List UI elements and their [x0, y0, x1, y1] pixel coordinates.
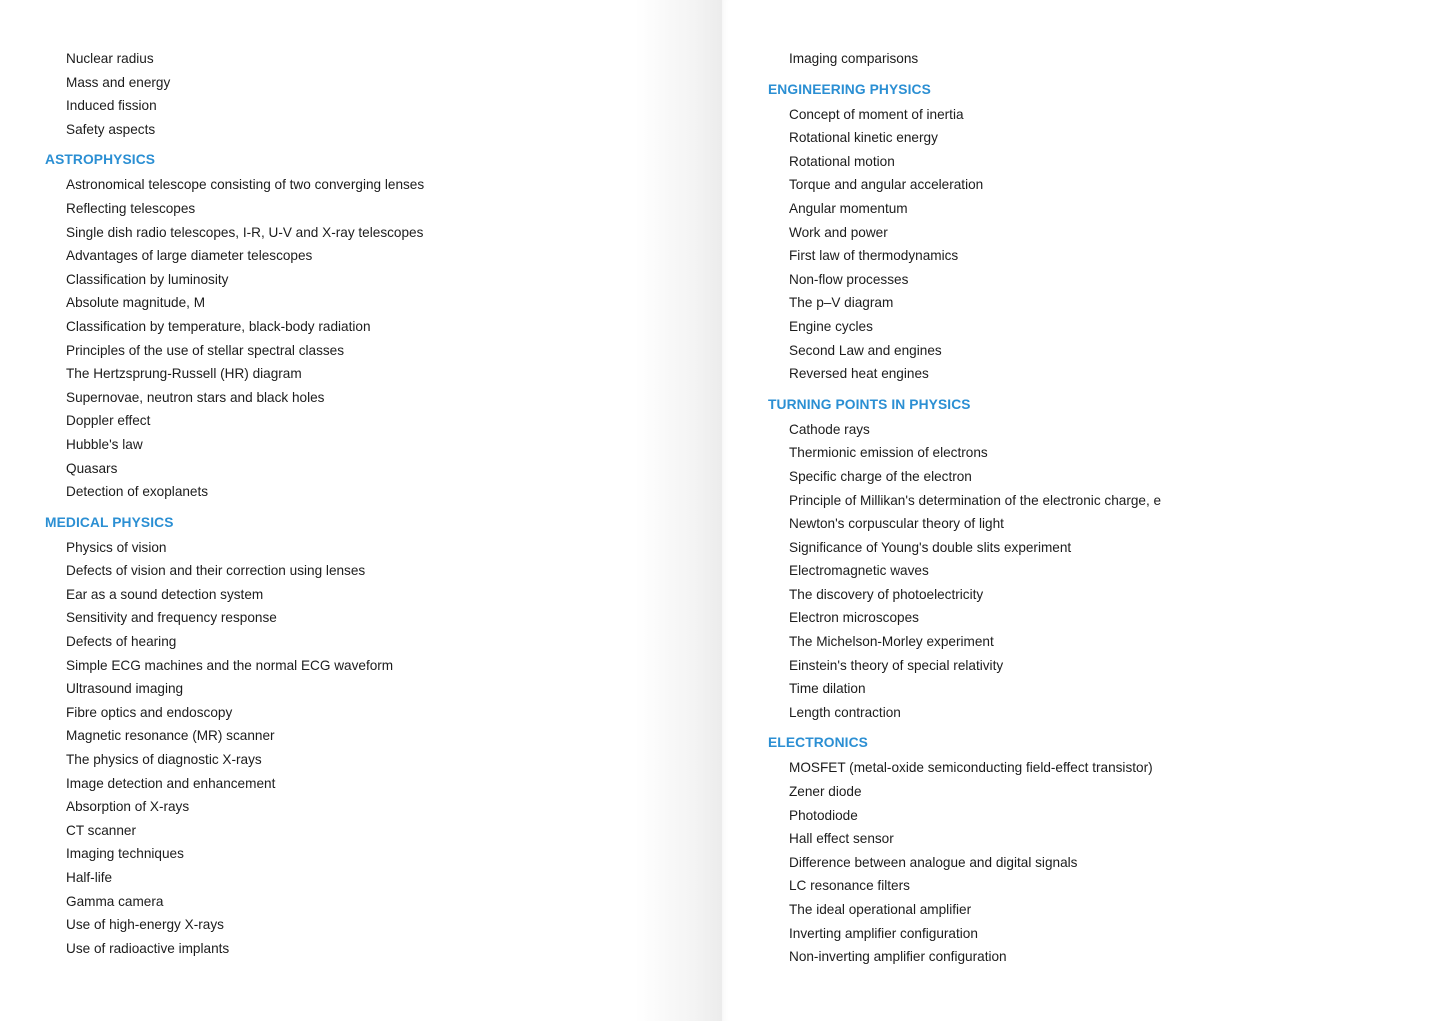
topic-item: Specific charge of the electron [789, 468, 972, 484]
topic-item: Newton's corpuscular theory of light [789, 516, 1004, 532]
topic-item: The Michelson-Morley experiment [789, 634, 994, 650]
topic-item: Gamma camera [66, 893, 164, 909]
topic-item: Safety aspects [66, 121, 156, 137]
intro-topic-list [768, 47, 1445, 71]
topic-item: Rotational kinetic energy [789, 130, 938, 146]
topic-item: Defects of hearing [66, 634, 177, 650]
topic-item: Doppler effect [66, 413, 151, 429]
topic-item: Image detection and enhancement [66, 775, 276, 791]
topic-item: Mass and energy [66, 74, 171, 90]
topic-item: Single dish radio telescopes, I-R, U-V and X-ray telescopes [66, 224, 424, 240]
topic-item: Classification by luminosity [66, 271, 229, 287]
topic-item: LC resonance filters [789, 878, 910, 894]
topic-item: Ultrasound imaging [66, 681, 184, 697]
topic-item: Hubble's law [66, 436, 143, 452]
topic-item: Non-flow processes [789, 271, 909, 287]
topic-item: Nuclear radius [66, 51, 154, 66]
topic-item: Cathode rays [789, 421, 870, 437]
topic-item: Length contraction [789, 704, 901, 720]
topic-item: Photodiode [789, 807, 858, 823]
topic-item: Imaging techniques [66, 846, 184, 862]
topic-item: Detection of exoplanets [66, 484, 209, 500]
topic-section [768, 724, 1445, 968]
topic-item: Concept of moment of inertia [789, 106, 964, 122]
topic-section [45, 141, 722, 503]
section-heading: ELECTRONICS [768, 735, 868, 751]
topic-item: Classification by temperature, black-body radiation [66, 318, 371, 334]
section-heading: MEDICAL PHYSICS [45, 514, 174, 530]
topic-item: Zener diode [789, 784, 862, 800]
topic-item: Electron microscopes [789, 610, 919, 626]
topic-item: Astronomical telescope consisting of two converging lenses [66, 177, 425, 193]
topic-item: Hall effect sensor [789, 831, 894, 847]
topic-item: Second Law and engines [789, 342, 942, 358]
topic-item: Induced fission [66, 98, 157, 114]
topic-item: Advantages of large diameter telescopes [66, 248, 313, 264]
topic-item: Absorption of X-rays [66, 799, 190, 815]
section-heading: TURNING POINTS IN PHYSICS [768, 396, 971, 412]
topic-item: Significance of Young's double slits experiment [789, 539, 1072, 555]
topic-list [768, 103, 1445, 386]
topic-item: Work and power [789, 224, 888, 240]
topic-item: Magnetic resonance (MR) scanner [66, 728, 275, 744]
topic-item: Reflecting telescopes [66, 200, 196, 216]
right-page [722, 0, 1445, 1021]
topic-item: The p–V diagram [789, 295, 894, 311]
topic-item: Thermionic emission of electrons [789, 445, 988, 461]
topic-item: Difference between analogue and digital signals [789, 854, 1078, 870]
topic-item: Non-inverting amplifier configuration [789, 949, 1007, 965]
topic-item: Fibre optics and endoscopy [66, 704, 233, 720]
topic-item: Principles of the use of stellar spectral classes [66, 342, 345, 358]
topic-list [768, 418, 1445, 725]
topic-item: The ideal operational amplifier [789, 902, 972, 917]
topic-item: Inverting amplifier configuration [789, 925, 978, 941]
topic-item: Use of high-energy X-rays [66, 917, 224, 933]
topic-item: Quasars [66, 460, 118, 476]
intro-topic-list [45, 47, 722, 141]
topic-section [45, 504, 722, 961]
left-page [0, 0, 722, 1021]
topic-item: Ear as a sound detection system [66, 586, 264, 602]
topic-item: Reversed heat engines [789, 366, 929, 382]
topic-item: Electromagnetic waves [789, 563, 929, 579]
topic-list [45, 173, 722, 503]
topic-item: Rotational motion [789, 153, 895, 169]
topic-item: The Hertzsprung-Russell (HR) diagram [66, 366, 302, 382]
topic-item: The physics of diagnostic X-rays [66, 752, 262, 768]
topic-item: Supernovae, neutron stars and black holes [66, 389, 325, 405]
section-heading: ASTROPHYSICS [45, 152, 156, 168]
topic-section [768, 386, 1445, 725]
topic-item: The discovery of photoelectricity [789, 586, 984, 602]
topic-item: CT scanner [66, 822, 137, 838]
topic-list [768, 756, 1445, 968]
topic-item: Angular momentum [789, 200, 908, 216]
topic-item: Principle of Millikan's determination of the electronic charge, e [789, 492, 1162, 508]
topic-item: Engine cycles [789, 318, 873, 334]
section-heading: ENGINEERING PHYSICS [768, 81, 931, 97]
topic-item: Imaging comparisons [789, 51, 919, 66]
topic-item: Simple ECG machines and the normal ECG waveform [66, 657, 394, 673]
topic-item: Einstein's theory of special relativity [789, 657, 1004, 673]
topic-item: MOSFET (metal-oxide semiconducting field-effect transistor) [789, 760, 1153, 776]
topic-item: Sensitivity and frequency response [66, 610, 277, 626]
topic-item: Use of radioactive implants [66, 940, 230, 956]
topic-item: Absolute magnitude, M [66, 295, 206, 311]
topic-item: First law of thermodynamics [789, 248, 959, 264]
topic-item: Physics of vision [66, 539, 167, 555]
topic-item: Time dilation [789, 681, 866, 697]
topic-item: Half-life [66, 870, 113, 885]
topic-item: Torque and angular acceleration [789, 177, 984, 193]
topic-item: Defects of vision and their correction using lenses [66, 563, 366, 579]
topic-list [45, 536, 722, 961]
topic-section [768, 71, 1445, 386]
